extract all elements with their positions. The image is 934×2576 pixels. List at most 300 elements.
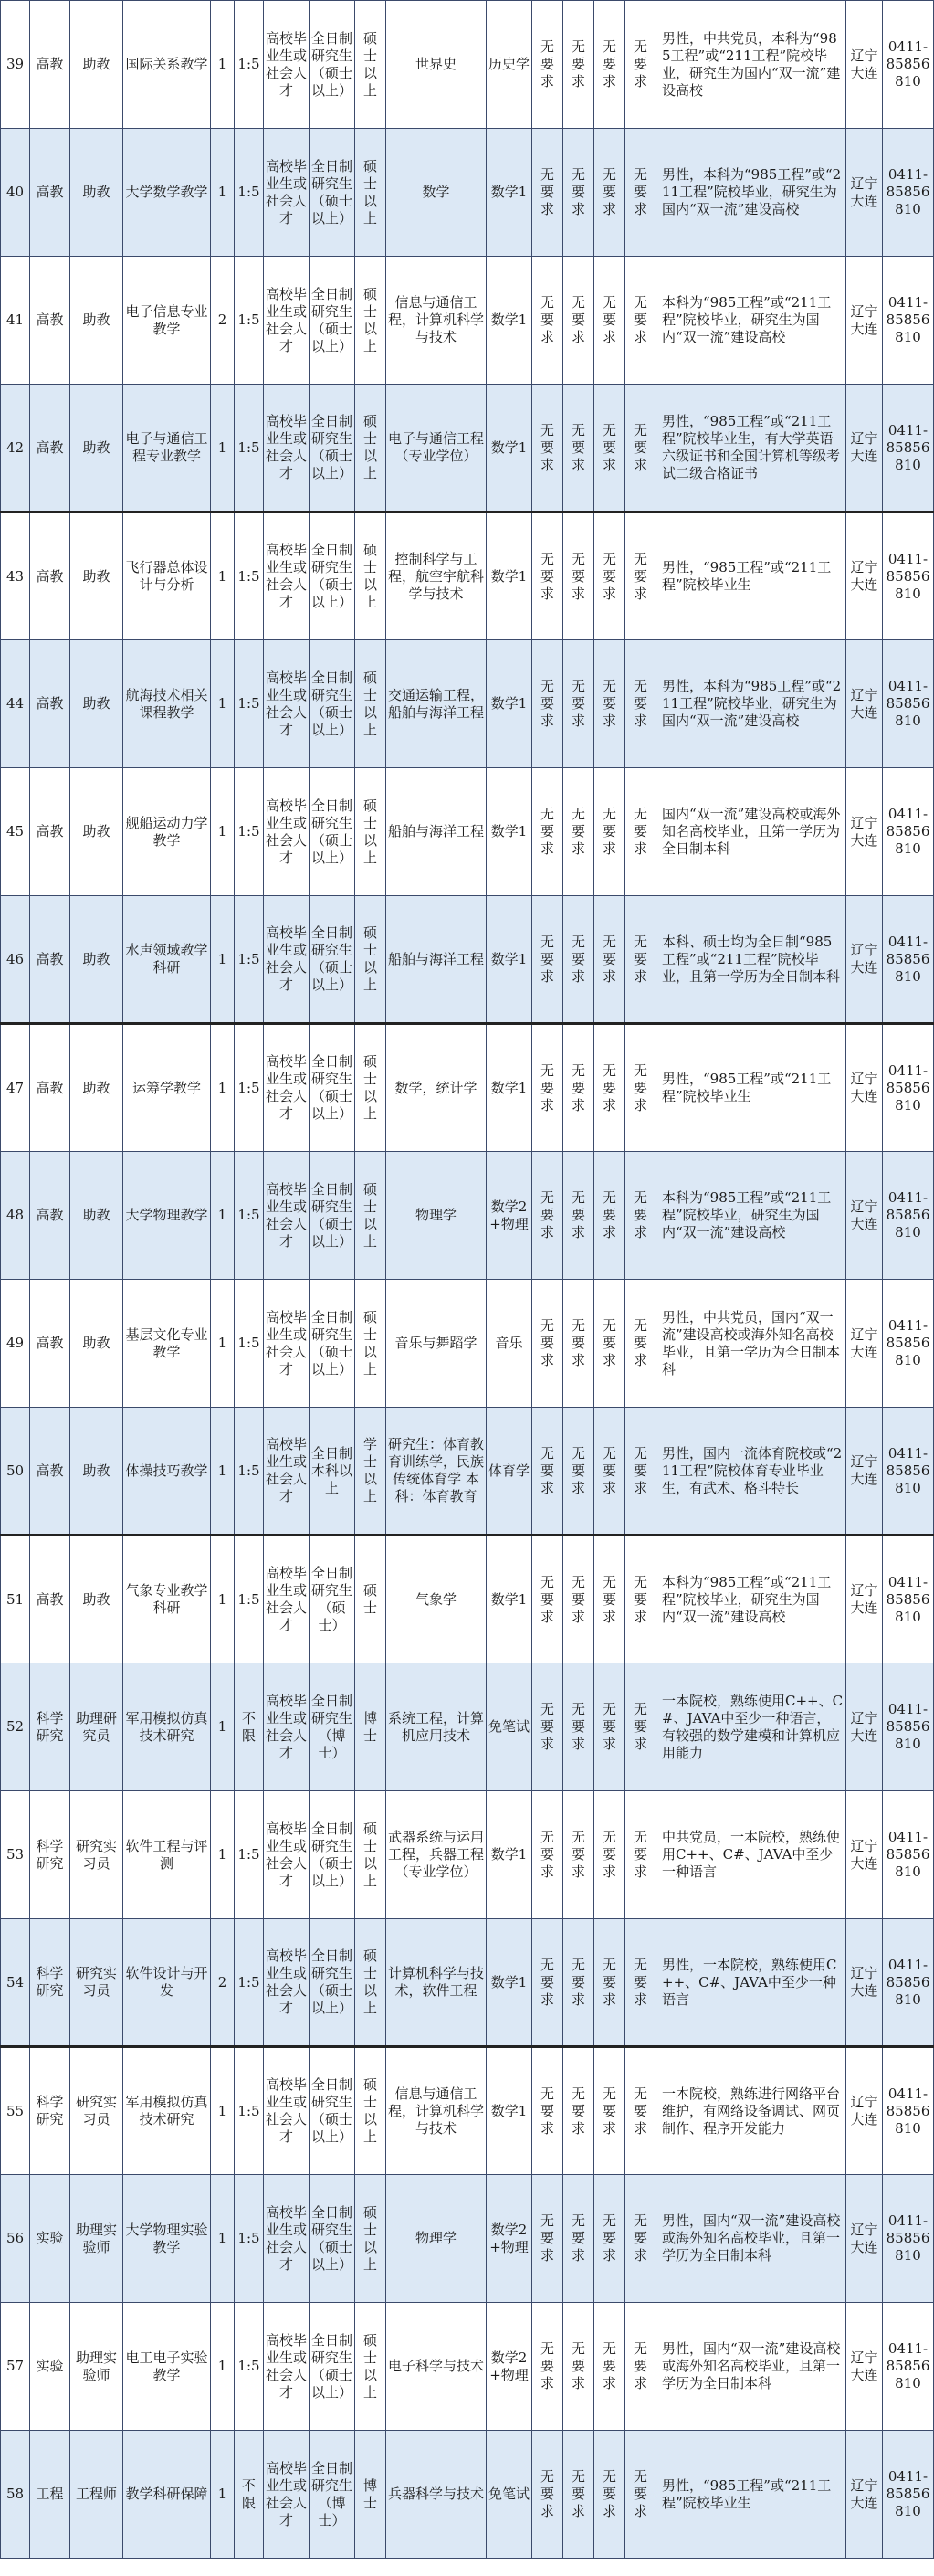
requirement-1-cell: 无要求: [532, 385, 563, 512]
other-requirements-cell: 男性，国内“双一流”建设高校或海外知名高校毕业，且第一学历为全日制本科: [656, 2303, 846, 2431]
recruit-scope-cell: 高校毕业生或社会人才: [264, 512, 310, 640]
table-row: [1, 768, 934, 896]
other-requirements-cell: 男性，“985工程”或“211工程”院校毕业生: [656, 512, 846, 640]
headcount-cell: 1: [211, 2303, 235, 2431]
education-cell: 全日制研究生（硕士以上）: [310, 1280, 355, 1408]
requirement-4-cell: 无要求: [625, 1536, 656, 1663]
specialty-cell: 运筹学教学: [123, 1024, 211, 1152]
location-cell: 辽宁大连: [846, 257, 883, 385]
specialty-cell: 水声领域教学科研: [123, 896, 211, 1024]
other-requirements-cell: 男性，“985工程”或“211工程”院校毕业生，有大学英语六级证书和全国计算机等级考试二级合格证书: [656, 385, 846, 512]
row-number-cell: 56: [1, 2175, 30, 2303]
requirement-2-cell: 无要求: [563, 129, 594, 257]
location-cell: 辽宁大连: [846, 1536, 883, 1663]
other-requirements-cell: 本科为“985工程”或“211工程”院校毕业，研究生为国内“双一流”建设高校: [656, 1536, 846, 1663]
post-type-cell: 高教: [30, 385, 70, 512]
exam-subject-cell: 数学1: [487, 1024, 532, 1152]
post-name-cell: 助教: [70, 512, 123, 640]
degree-cell: 硕士以上: [355, 1280, 386, 1408]
education-cell: 全日制研究生（硕士以上）: [310, 1152, 355, 1280]
requirement-1-cell: 无要求: [532, 2175, 563, 2303]
specialty-cell: 飞行器总体设计与分析: [123, 512, 211, 640]
ratio-cell: 1:5: [235, 1791, 264, 1919]
specialty-cell: 大学物理教学: [123, 1152, 211, 1280]
table-row: [1, 1, 934, 129]
location-cell: 辽宁大连: [846, 1408, 883, 1536]
degree-cell: 硕士以上: [355, 129, 386, 257]
row-number-cell: 39: [1, 1, 30, 129]
other-requirements-cell: 男性，一本院校，熟练使用C++、C#、JAVA中至少一种语言: [656, 1919, 846, 2047]
other-requirements-cell: 男性，中共党员，本科为“985工程”或“211工程”院校毕业，研究生为国内“双一流”建设高校: [656, 1, 846, 129]
education-cell: 全日制研究生（硕士）: [310, 1536, 355, 1663]
requirement-3-cell: 无要求: [594, 768, 625, 896]
exam-subject-cell: 数学1: [487, 129, 532, 257]
ratio-cell: 1:5: [235, 257, 264, 385]
requirement-1-cell: 无要求: [532, 1536, 563, 1663]
requirement-3-cell: 无要求: [594, 1919, 625, 2047]
requirement-1-cell: 无要求: [532, 1152, 563, 1280]
location-cell: 辽宁大连: [846, 385, 883, 512]
phone-cell: 0411-85856810: [883, 2047, 934, 2175]
requirement-3-cell: 无要求: [594, 1280, 625, 1408]
requirement-4-cell: 无要求: [625, 1, 656, 129]
specialty-cell: 电工电子实验教学: [123, 2303, 211, 2431]
education-cell: 全日制研究生（硕士以上）: [310, 896, 355, 1024]
post-type-cell: 高教: [30, 768, 70, 896]
post-type-cell: 高教: [30, 512, 70, 640]
requirement-4-cell: 无要求: [625, 896, 656, 1024]
headcount-cell: 2: [211, 1919, 235, 2047]
specialty-cell: 软件工程与评测: [123, 1791, 211, 1919]
requirement-2-cell: 无要求: [563, 1024, 594, 1152]
row-number-cell: 51: [1, 1536, 30, 1663]
requirement-3-cell: 无要求: [594, 385, 625, 512]
requirement-3-cell: 无要求: [594, 2303, 625, 2431]
requirement-4-cell: 无要求: [625, 1024, 656, 1152]
requirement-1-cell: 无要求: [532, 1024, 563, 1152]
recruit-scope-cell: 高校毕业生或社会人才: [264, 1, 310, 129]
post-name-cell: 研究实习员: [70, 1791, 123, 1919]
specialty-cell: 军用模拟仿真技术研究: [123, 2047, 211, 2175]
recruit-scope-cell: 高校毕业生或社会人才: [264, 1791, 310, 1919]
table-row: [1, 1791, 934, 1919]
requirement-1-cell: 无要求: [532, 512, 563, 640]
other-requirements-cell: 本科为“985工程”或“211工程”院校毕业，研究生为国内“双一流”建设高校: [656, 257, 846, 385]
ratio-cell: 1:5: [235, 1152, 264, 1280]
requirement-3-cell: 无要求: [594, 1152, 625, 1280]
degree-cell: 硕士以上: [355, 1152, 386, 1280]
location-cell: 辽宁大连: [846, 2047, 883, 2175]
table-row: [1, 896, 934, 1024]
ratio-cell: 1:5: [235, 2303, 264, 2431]
row-number-cell: 54: [1, 1919, 30, 2047]
major-cell: 数学，统计学: [386, 1024, 487, 1152]
specialty-cell: 航海技术相关课程教学: [123, 640, 211, 768]
requirement-4-cell: 无要求: [625, 640, 656, 768]
degree-cell: 硕士以上: [355, 2047, 386, 2175]
recruit-scope-cell: 高校毕业生或社会人才: [264, 1280, 310, 1408]
table-row: [1, 1152, 934, 1280]
requirement-1-cell: 无要求: [532, 896, 563, 1024]
recruit-scope-cell: 高校毕业生或社会人才: [264, 1152, 310, 1280]
location-cell: 辽宁大连: [846, 2175, 883, 2303]
other-requirements-cell: 中共党员，一本院校，熟练使用C++、C#、JAVA中至少一种语言: [656, 1791, 846, 1919]
phone-cell: 0411-85856810: [883, 1791, 934, 1919]
requirement-4-cell: 无要求: [625, 2431, 656, 2559]
recruit-scope-cell: 高校毕业生或社会人才: [264, 1536, 310, 1663]
row-number-cell: 47: [1, 1024, 30, 1152]
requirement-1-cell: 无要求: [532, 2303, 563, 2431]
post-name-cell: 助教: [70, 1152, 123, 1280]
major-cell: 音乐与舞蹈学: [386, 1280, 487, 1408]
specialty-cell: 大学数学教学: [123, 129, 211, 257]
specialty-cell: 电子信息专业教学: [123, 257, 211, 385]
degree-cell: 硕士以上: [355, 257, 386, 385]
row-number-cell: 42: [1, 385, 30, 512]
other-requirements-cell: 一本院校，熟练使用C++、C#、JAVA中至少一种语言，有较强的数学建模和计算机应用能力: [656, 1663, 846, 1791]
table-row: [1, 2431, 934, 2559]
major-cell: 物理学: [386, 2175, 487, 2303]
requirement-4-cell: 无要求: [625, 1408, 656, 1536]
exam-subject-cell: 数学1: [487, 257, 532, 385]
requirement-2-cell: 无要求: [563, 2175, 594, 2303]
requirement-4-cell: 无要求: [625, 129, 656, 257]
education-cell: 全日制研究生（硕士以上）: [310, 2047, 355, 2175]
table-row: [1, 1536, 934, 1663]
requirement-1-cell: 无要求: [532, 640, 563, 768]
requirement-2-cell: 无要求: [563, 385, 594, 512]
headcount-cell: 1: [211, 1, 235, 129]
other-requirements-cell: 男性，本科为“985工程”或“211工程”院校毕业，研究生为国内“双一流”建设高校: [656, 640, 846, 768]
post-name-cell: 助理实验师: [70, 2175, 123, 2303]
ratio-cell: 1:5: [235, 512, 264, 640]
post-name-cell: 助教: [70, 1280, 123, 1408]
location-cell: 辽宁大连: [846, 640, 883, 768]
requirement-1-cell: 无要求: [532, 1663, 563, 1791]
requirement-2-cell: 无要求: [563, 1536, 594, 1663]
requirement-4-cell: 无要求: [625, 2303, 656, 2431]
major-cell: 信息与通信工程，计算机科学与技术: [386, 2047, 487, 2175]
education-cell: 全日制研究生（硕士以上）: [310, 1, 355, 129]
post-type-cell: 高教: [30, 896, 70, 1024]
ratio-cell: 1:5: [235, 2047, 264, 2175]
major-cell: 控制科学与工程，航空宇航科学与技术: [386, 512, 487, 640]
table-body: [1, 1, 934, 2559]
recruit-scope-cell: 高校毕业生或社会人才: [264, 640, 310, 768]
location-cell: 辽宁大连: [846, 129, 883, 257]
major-cell: 信息与通信工程，计算机科学与技术: [386, 257, 487, 385]
requirement-2-cell: 无要求: [563, 257, 594, 385]
exam-subject-cell: 数学1: [487, 640, 532, 768]
post-name-cell: 助教: [70, 129, 123, 257]
location-cell: 辽宁大连: [846, 2303, 883, 2431]
recruit-scope-cell: 高校毕业生或社会人才: [264, 1024, 310, 1152]
phone-cell: 0411-85856810: [883, 385, 934, 512]
requirement-2-cell: 无要求: [563, 1152, 594, 1280]
degree-cell: 硕士以上: [355, 768, 386, 896]
degree-cell: 硕士以上: [355, 2175, 386, 2303]
post-type-cell: 高教: [30, 1, 70, 129]
specialty-cell: 气象专业教学科研: [123, 1536, 211, 1663]
degree-cell: 硕士以上: [355, 512, 386, 640]
requirement-3-cell: 无要求: [594, 2175, 625, 2303]
location-cell: 辽宁大连: [846, 1791, 883, 1919]
degree-cell: 硕士以上: [355, 1919, 386, 2047]
requirement-1-cell: 无要求: [532, 1408, 563, 1536]
specialty-cell: 软件设计与开发: [123, 1919, 211, 2047]
other-requirements-cell: 一本院校，熟练进行网络平台维护，有网络设备调试、网页制作、程序开发能力: [656, 2047, 846, 2175]
major-cell: 数学: [386, 129, 487, 257]
requirement-2-cell: 无要求: [563, 640, 594, 768]
requirement-2-cell: 无要求: [563, 1791, 594, 1919]
post-name-cell: 助教: [70, 1536, 123, 1663]
requirement-1-cell: 无要求: [532, 1791, 563, 1919]
ratio-cell: 1:5: [235, 896, 264, 1024]
education-cell: 全日制研究生（博士）: [310, 1663, 355, 1791]
phone-cell: 0411-85856810: [883, 129, 934, 257]
requirement-4-cell: 无要求: [625, 257, 656, 385]
exam-subject-cell: 数学1: [487, 1919, 532, 2047]
post-name-cell: 助理研究员: [70, 1663, 123, 1791]
education-cell: 全日制研究生（硕士以上）: [310, 385, 355, 512]
requirement-3-cell: 无要求: [594, 1024, 625, 1152]
phone-cell: 0411-85856810: [883, 2175, 934, 2303]
table-row: [1, 129, 934, 257]
recruit-scope-cell: 高校毕业生或社会人才: [264, 1663, 310, 1791]
row-number-cell: 53: [1, 1791, 30, 1919]
table-row: [1, 640, 934, 768]
requirement-2-cell: 无要求: [563, 1919, 594, 2047]
other-requirements-cell: 男性，中共党员，国内“双一流”建设高校或海外知名高校毕业，且第一学历为全日制本科: [656, 1280, 846, 1408]
phone-cell: 0411-85856810: [883, 1663, 934, 1791]
ratio-cell: 1:5: [235, 640, 264, 768]
location-cell: 辽宁大连: [846, 1, 883, 129]
post-name-cell: 助理实验师: [70, 2303, 123, 2431]
table-row: [1, 1024, 934, 1152]
exam-subject-cell: 免笔试: [487, 1663, 532, 1791]
requirement-1-cell: 无要求: [532, 129, 563, 257]
location-cell: 辽宁大连: [846, 512, 883, 640]
table-row: [1, 1280, 934, 1408]
ratio-cell: 1:5: [235, 1024, 264, 1152]
headcount-cell: 1: [211, 640, 235, 768]
phone-cell: 0411-85856810: [883, 1152, 934, 1280]
ratio-cell: 1:5: [235, 1408, 264, 1536]
exam-subject-cell: 免笔试: [487, 2431, 532, 2559]
specialty-cell: 基层文化专业教学: [123, 1280, 211, 1408]
degree-cell: 硕士以上: [355, 1024, 386, 1152]
requirement-3-cell: 无要求: [594, 2431, 625, 2559]
requirement-2-cell: 无要求: [563, 1663, 594, 1791]
post-type-cell: 高教: [30, 1024, 70, 1152]
post-type-cell: 工程: [30, 2431, 70, 2559]
requirement-1-cell: 无要求: [532, 1280, 563, 1408]
phone-cell: 0411-85856810: [883, 896, 934, 1024]
recruit-scope-cell: 高校毕业生或社会人才: [264, 385, 310, 512]
requirement-3-cell: 无要求: [594, 1536, 625, 1663]
requirement-1-cell: 无要求: [532, 1919, 563, 2047]
requirement-3-cell: 无要求: [594, 257, 625, 385]
phone-cell: 0411-85856810: [883, 768, 934, 896]
row-number-cell: 50: [1, 1408, 30, 1536]
phone-cell: 0411-85856810: [883, 2303, 934, 2431]
location-cell: 辽宁大连: [846, 1280, 883, 1408]
requirement-4-cell: 无要求: [625, 1280, 656, 1408]
headcount-cell: 1: [211, 2431, 235, 2559]
post-type-cell: 高教: [30, 1408, 70, 1536]
specialty-cell: 国际关系教学: [123, 1, 211, 129]
headcount-cell: 1: [211, 1791, 235, 1919]
post-name-cell: 助教: [70, 385, 123, 512]
headcount-cell: 1: [211, 896, 235, 1024]
requirement-4-cell: 无要求: [625, 2047, 656, 2175]
location-cell: 辽宁大连: [846, 1663, 883, 1791]
table-row: [1, 1919, 934, 2047]
requirement-3-cell: 无要求: [594, 1663, 625, 1791]
headcount-cell: 1: [211, 1152, 235, 1280]
phone-cell: 0411-85856810: [883, 1536, 934, 1663]
education-cell: 全日制研究生（硕士以上）: [310, 2303, 355, 2431]
degree-cell: 硕士以上: [355, 1791, 386, 1919]
specialty-cell: 体操技巧教学: [123, 1408, 211, 1536]
post-type-cell: 科学研究: [30, 2047, 70, 2175]
degree-cell: 硕士以上: [355, 385, 386, 512]
row-number-cell: 55: [1, 2047, 30, 2175]
row-number-cell: 57: [1, 2303, 30, 2431]
headcount-cell: 1: [211, 768, 235, 896]
requirement-4-cell: 无要求: [625, 1663, 656, 1791]
location-cell: 辽宁大连: [846, 768, 883, 896]
ratio-cell: 1:5: [235, 1536, 264, 1663]
post-name-cell: 工程师: [70, 2431, 123, 2559]
recruit-scope-cell: 高校毕业生或社会人才: [264, 257, 310, 385]
post-name-cell: 助教: [70, 257, 123, 385]
requirement-2-cell: 无要求: [563, 2047, 594, 2175]
table-row: [1, 385, 934, 512]
table-row: [1, 257, 934, 385]
ratio-cell: 不限: [235, 1663, 264, 1791]
major-cell: 物理学: [386, 1152, 487, 1280]
exam-subject-cell: 数学1: [487, 896, 532, 1024]
requirement-3-cell: 无要求: [594, 640, 625, 768]
requirement-3-cell: 无要求: [594, 1791, 625, 1919]
headcount-cell: 1: [211, 385, 235, 512]
post-name-cell: 助教: [70, 640, 123, 768]
major-cell: 电子与通信工程（专业学位）: [386, 385, 487, 512]
major-cell: 世界史: [386, 1, 487, 129]
location-cell: 辽宁大连: [846, 1152, 883, 1280]
exam-subject-cell: 数学1: [487, 2047, 532, 2175]
degree-cell: 博士: [355, 2431, 386, 2559]
post-type-cell: 科学研究: [30, 1663, 70, 1791]
requirement-2-cell: 无要求: [563, 768, 594, 896]
row-number-cell: 44: [1, 640, 30, 768]
post-type-cell: 高教: [30, 1536, 70, 1663]
major-cell: 武器系统与运用工程，兵器工程（专业学位）: [386, 1791, 487, 1919]
education-cell: 全日制研究生（硕士以上）: [310, 1791, 355, 1919]
post-name-cell: 助教: [70, 1408, 123, 1536]
requirement-4-cell: 无要求: [625, 1919, 656, 2047]
education-cell: 全日制研究生（博士）: [310, 2431, 355, 2559]
post-type-cell: 科学研究: [30, 1791, 70, 1919]
specialty-cell: 教学科研保障: [123, 2431, 211, 2559]
requirement-2-cell: 无要求: [563, 896, 594, 1024]
recruit-scope-cell: 高校毕业生或社会人才: [264, 768, 310, 896]
other-requirements-cell: 男性，“985工程”或“211工程”院校毕业生: [656, 2431, 846, 2559]
exam-subject-cell: 数学1: [487, 512, 532, 640]
phone-cell: 0411-85856810: [883, 640, 934, 768]
requirement-3-cell: 无要求: [594, 896, 625, 1024]
requirement-1-cell: 无要求: [532, 768, 563, 896]
requirement-3-cell: 无要求: [594, 1408, 625, 1536]
headcount-cell: 1: [211, 1536, 235, 1663]
requirement-4-cell: 无要求: [625, 1791, 656, 1919]
ratio-cell: 1:5: [235, 768, 264, 896]
headcount-cell: 1: [211, 1024, 235, 1152]
requirement-2-cell: 无要求: [563, 2431, 594, 2559]
post-type-cell: 科学研究: [30, 1919, 70, 2047]
requirement-2-cell: 无要求: [563, 2303, 594, 2431]
recruit-scope-cell: 高校毕业生或社会人才: [264, 2047, 310, 2175]
row-number-cell: 43: [1, 512, 30, 640]
major-cell: 交通运输工程，船舶与海洋工程: [386, 640, 487, 768]
post-name-cell: 助教: [70, 1024, 123, 1152]
headcount-cell: 1: [211, 512, 235, 640]
post-name-cell: 助教: [70, 896, 123, 1024]
headcount-cell: 1: [211, 2047, 235, 2175]
requirement-1-cell: 无要求: [532, 257, 563, 385]
other-requirements-cell: 本科、硕士均为全日制“985工程”或“211工程”院校毕业，且第一学历为全日制本科: [656, 896, 846, 1024]
major-cell: 船舶与海洋工程: [386, 896, 487, 1024]
row-number-cell: 40: [1, 129, 30, 257]
recruit-scope-cell: 高校毕业生或社会人才: [264, 1408, 310, 1536]
other-requirements-cell: 男性，本科为“985工程”或“211工程”院校毕业，研究生为国内“双一流”建设高校: [656, 129, 846, 257]
post-type-cell: 高教: [30, 257, 70, 385]
other-requirements-cell: 男性，“985工程”或“211工程”院校毕业生: [656, 1024, 846, 1152]
row-number-cell: 46: [1, 896, 30, 1024]
table-row: [1, 2047, 934, 2175]
exam-subject-cell: 体育学: [487, 1408, 532, 1536]
table-row: [1, 1408, 934, 1536]
post-type-cell: 高教: [30, 129, 70, 257]
post-name-cell: 助教: [70, 1, 123, 129]
requirement-2-cell: 无要求: [563, 512, 594, 640]
education-cell: 全日制研究生（硕士以上）: [310, 640, 355, 768]
specialty-cell: 电子与通信工程专业教学: [123, 385, 211, 512]
education-cell: 全日制研究生（硕士以上）: [310, 1024, 355, 1152]
post-type-cell: 实验: [30, 2175, 70, 2303]
specialty-cell: 军用模拟仿真技术研究: [123, 1663, 211, 1791]
ratio-cell: 1:5: [235, 1280, 264, 1408]
phone-cell: 0411-85856810: [883, 1024, 934, 1152]
requirement-3-cell: 无要求: [594, 2047, 625, 2175]
exam-subject-cell: 历史学: [487, 1, 532, 129]
degree-cell: 硕士以上: [355, 1, 386, 129]
headcount-cell: 1: [211, 1408, 235, 1536]
education-cell: 全日制研究生（硕士以上）: [310, 512, 355, 640]
requirement-4-cell: 无要求: [625, 768, 656, 896]
ratio-cell: 1:5: [235, 2175, 264, 2303]
other-requirements-cell: 本科为“985工程”或“211工程”院校毕业，研究生为国内“双一流”建设高校: [656, 1152, 846, 1280]
headcount-cell: 1: [211, 129, 235, 257]
degree-cell: 学士以上: [355, 1408, 386, 1536]
exam-subject-cell: 数学2+物理: [487, 2303, 532, 2431]
requirement-4-cell: 无要求: [625, 1152, 656, 1280]
other-requirements-cell: 男性，国内一流体育院校或“211工程”院校体育专业毕业生，有武术、格斗特长: [656, 1408, 846, 1536]
location-cell: 辽宁大连: [846, 896, 883, 1024]
other-requirements-cell: 国内“双一流”建设高校或海外知名高校毕业，且第一学历为全日制本科: [656, 768, 846, 896]
ratio-cell: 不限: [235, 2431, 264, 2559]
